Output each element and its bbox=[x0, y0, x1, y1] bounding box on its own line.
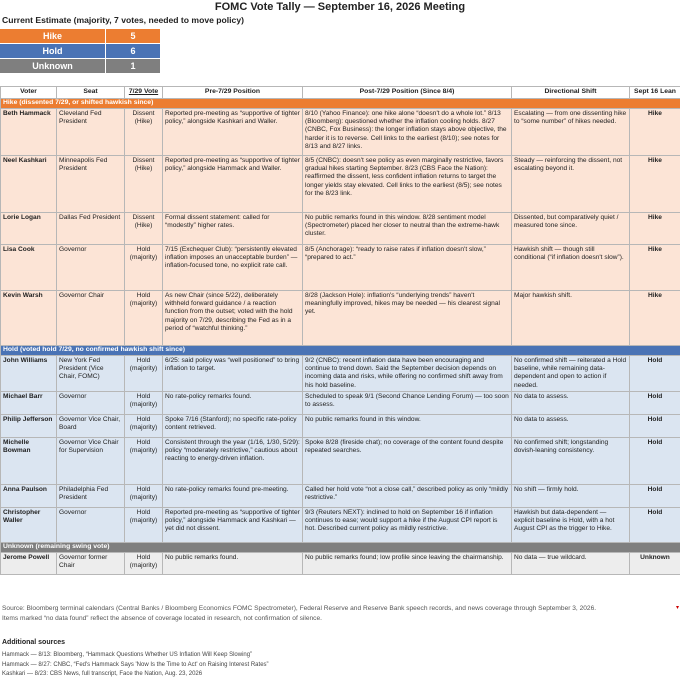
lean-cell: Hold bbox=[630, 391, 680, 414]
group-label: Unknown (remaining swing vote) bbox=[1, 542, 680, 552]
table-row bbox=[1, 109, 680, 156]
voter-cell: Beth Hammack bbox=[1, 109, 57, 156]
pre-position-cell: Reported pre-meeting as “supportive of tighter policy,” alongside Hammack and Waller. bbox=[163, 156, 303, 213]
tally-label: Hold bbox=[0, 44, 106, 59]
tally-row-hold bbox=[0, 44, 160, 59]
post-position-cell: Scheduled to speak 9/1 (Second Chance Lending Forum) — too soon to assess. bbox=[303, 391, 512, 414]
post-position-cell: 8/5 (CNBC): doesn't see policy as even marginally restrictive, favors gradual hikes starting September. 8/23 (CBS Face the Nation): reaffirmed the dissent, less confident inflation returns to target the longer yields stay elevated. Cell links to the earliest (8/5); see notes for the 8/23 link. bbox=[303, 156, 512, 213]
pre-position-cell: No public remarks found. bbox=[163, 552, 303, 574]
col-header-voter: Voter bbox=[1, 87, 57, 99]
vote-cell: Hold (majority) bbox=[125, 437, 163, 484]
vote-cell: Hold (majority) bbox=[125, 552, 163, 574]
col-header-shift: Directional Shift bbox=[512, 87, 630, 99]
pre-position-cell: 6/25: said policy was “well positioned” to bring inflation to target. bbox=[163, 356, 303, 392]
post-position-cell: 9/3 (Reuters NEXT): inclined to hold on September 16 if inflation continues to ease; would support a hike if the August CPI report is hot. Described current policy as mildly restrictive. bbox=[303, 507, 512, 542]
table-row bbox=[1, 484, 680, 507]
lean-cell: Hike bbox=[630, 291, 680, 346]
page-title: FOMC Vote Tally — September 16, 2026 Meeting bbox=[214, 1, 466, 13]
group-header-unknown bbox=[1, 542, 680, 552]
seat-cell: Governor former Chair bbox=[57, 552, 125, 574]
shift-cell: No shift — firmly hold. bbox=[512, 484, 630, 507]
shift-cell: Steady — reinforcing the dissent, not escalating beyond it. bbox=[512, 156, 630, 213]
lean-cell: Hold bbox=[630, 356, 680, 392]
seat-cell: Governor Chair bbox=[57, 291, 125, 346]
seat-cell: Governor Vice Chair for Supervision bbox=[57, 437, 125, 484]
tally-row-hike bbox=[0, 29, 160, 44]
voter-cell: Lisa Cook bbox=[1, 245, 57, 291]
source-note: Source: Bloomberg terminal calendars (Central Banks / Bloomberg Economics FOMC Spectrometer), Federal Reserve and Reserve Bank speech records, and news coverage through September 3, 2026. bbox=[2, 605, 597, 612]
seat-cell: Governor Vice Chair, Board bbox=[57, 414, 125, 437]
col-header-vote: 7/29 Vote bbox=[125, 87, 163, 99]
tally-count: 5 bbox=[106, 29, 161, 44]
lean-cell: Hold bbox=[630, 437, 680, 484]
vote-cell: Hold (majority) bbox=[125, 414, 163, 437]
shift-cell: Major hawkish shift. bbox=[512, 291, 630, 346]
table-row bbox=[1, 213, 680, 245]
col-header-lean: Sept 16 Lean bbox=[630, 87, 680, 99]
vote-cell: Hold (majority) bbox=[125, 356, 163, 392]
seat-cell: Philadelphia Fed President bbox=[57, 484, 125, 507]
lean-cell: Hold bbox=[630, 414, 680, 437]
pre-position-cell: No rate-policy remarks found. bbox=[163, 391, 303, 414]
lean-cell: Hike bbox=[630, 245, 680, 291]
col-header-seat: Seat bbox=[57, 87, 125, 99]
pre-position-cell: Reported pre-meeting as “supportive of tighter policy,” alongside Kashkari and Waller. bbox=[163, 109, 303, 156]
vote-table bbox=[0, 86, 680, 575]
voter-cell: Jerome Powell bbox=[1, 552, 57, 574]
voter-cell: Michael Barr bbox=[1, 391, 57, 414]
table-header-row bbox=[1, 87, 680, 99]
lean-cell: Hold bbox=[630, 484, 680, 507]
tally-row-unknown bbox=[0, 59, 160, 74]
voter-cell: John Williams bbox=[1, 356, 57, 392]
table-row bbox=[1, 356, 680, 392]
data-note: Items marked “no data found” reflect the absence of coverage located in research, not confirmation of silence. bbox=[2, 615, 322, 622]
post-position-cell: 8/5 (Anchorage): “ready to raise rates if inflation doesn't slow,” “prepared to act.” bbox=[303, 245, 512, 291]
tally-label: Hike bbox=[0, 29, 106, 44]
pre-position-cell: Formal dissent statement: called for “modestly” higher rates. bbox=[163, 213, 303, 245]
table-row bbox=[1, 414, 680, 437]
shift-cell: No data to assess. bbox=[512, 414, 630, 437]
seat-cell: Cleveland Fed President bbox=[57, 109, 125, 156]
post-position-cell: No public remarks found in this window. 8/28 sentiment model (Spectrometer) placed her closer to neutral than the extreme-hawk cluster. bbox=[303, 213, 512, 245]
shift-cell: No data to assess. bbox=[512, 391, 630, 414]
estimate-subtitle: Current Estimate (majority, 7 votes, needed to move policy) bbox=[2, 15, 244, 25]
shift-cell: No confirmed shift — reiterated a Hold baseline, while remaining data-dependent and open to action if needed. bbox=[512, 356, 630, 392]
table-row bbox=[1, 437, 680, 484]
tally-label: Unknown bbox=[0, 59, 106, 74]
voter-cell: Lorie Logan bbox=[1, 213, 57, 245]
pre-position-cell: 7/15 (Exchequer Club): “persistently elevated inflation imposes an unacceptable burden” — inflation-focused tone, no explicit rate call. bbox=[163, 245, 303, 291]
voter-cell: Michelle Bowman bbox=[1, 437, 57, 484]
post-position-cell: No public remarks found in this window. bbox=[303, 414, 512, 437]
additional-sources-heading: Additional sources bbox=[2, 639, 66, 646]
pre-position-cell: Spoke 7/16 (Stanford); no specific rate-policy content retrieved. bbox=[163, 414, 303, 437]
tally-count: 1 bbox=[106, 59, 161, 74]
flag-mark: ▾ bbox=[676, 605, 680, 611]
post-position-cell: No public remarks found; low profile since leaving the chairmanship. bbox=[303, 552, 512, 574]
seat-cell: Minneapolis Fed President bbox=[57, 156, 125, 213]
col-header-post: Post-7/29 Position (Since 8/4) bbox=[303, 87, 512, 99]
post-position-cell: Called her hold vote “not a close call,” described policy as only “mildly restrictive.” bbox=[303, 484, 512, 507]
shift-cell: No confirmed shift; longstanding dovish-leaning consistency. bbox=[512, 437, 630, 484]
shift-cell: Escalating — from one dissenting hike to “some number” of hikes needed. bbox=[512, 109, 630, 156]
shift-cell: No data — true wildcard. bbox=[512, 552, 630, 574]
vote-cell: Dissent (Hike) bbox=[125, 213, 163, 245]
pre-position-cell: Consistent through the year (1/16, 1/30, 5/29): policy “moderately restrictive,” cautious about reacting to energy-driven inflation. bbox=[163, 437, 303, 484]
vote-cell: Dissent (Hike) bbox=[125, 109, 163, 156]
lean-cell: Hike bbox=[630, 156, 680, 213]
pre-position-cell: As new Chair (since 5/22), deliberately withheld forward guidance / a reaction function from the outset; voted with the hold majority on 7/29, describing the Fed as in a period of “watchful thinking.” bbox=[163, 291, 303, 346]
seat-cell: Governor bbox=[57, 245, 125, 291]
source-ref: Kashkari — 8/23: CBS News, full transcript, Face the Nation, Aug. 23, 2026 bbox=[2, 671, 203, 677]
table-row bbox=[1, 507, 680, 542]
lean-cell: Hike bbox=[630, 213, 680, 245]
post-position-cell: Spoke 8/28 (fireside chat); no coverage of the content found despite repeated searches. bbox=[303, 437, 512, 484]
post-position-cell: 8/28 (Jackson Hole): inflation's “underlying trends” haven't meaningfully improved, hikes may be needed — his clearest signal yet. bbox=[303, 291, 512, 346]
vote-cell: Hold (majority) bbox=[125, 507, 163, 542]
table-row bbox=[1, 552, 680, 574]
group-label: Hike (dissented 7/29, or shifted hawkish since) bbox=[1, 99, 680, 109]
shift-cell: Hawkish but data-dependent — explicit baseline is Hold, with a hot August CPI as the trigger to Hike. bbox=[512, 507, 630, 542]
voter-cell: Philip Jefferson bbox=[1, 414, 57, 437]
table-row bbox=[1, 156, 680, 213]
vote-cell: Hold (majority) bbox=[125, 391, 163, 414]
tally-table bbox=[0, 29, 160, 74]
source-ref: Hammack — 8/27: CNBC, “Fed's Hammack Says 'Now Is the Time to Act' on Raising Interest Rates” bbox=[2, 661, 269, 668]
vote-cell: Dissent (Hike) bbox=[125, 156, 163, 213]
table-row bbox=[1, 245, 680, 291]
vote-cell: Hold (majority) bbox=[125, 484, 163, 507]
lean-cell: Hold bbox=[630, 507, 680, 542]
voter-cell: Kevin Warsh bbox=[1, 291, 57, 346]
post-position-cell: 9/2 (CNBC): recent inflation data have been encouraging and continue to trend down. Said the September decision depends on incoming data and risks, while offering no confirmed shift away from his hold baseline. bbox=[303, 356, 512, 392]
pre-position-cell: Reported pre-meeting as “supportive of tighter policy,” alongside Hammack and Kashkari — yet did not dissent. bbox=[163, 507, 303, 542]
shift-cell: Dissented, but comparatively quiet / measured tone since. bbox=[512, 213, 630, 245]
seat-cell: Governor bbox=[57, 391, 125, 414]
table-row bbox=[1, 291, 680, 346]
group-header-hold bbox=[1, 346, 680, 356]
vote-cell: Hold (majority) bbox=[125, 245, 163, 291]
lean-cell: Unknown bbox=[630, 552, 680, 574]
additional-sources-list bbox=[2, 651, 269, 680]
shift-cell: Hawkish shift — though still conditional (“if inflation doesn't slow”). bbox=[512, 245, 630, 291]
col-header-pre: Pre-7/29 Position bbox=[163, 87, 303, 99]
seat-cell: Governor bbox=[57, 507, 125, 542]
source-ref: Hammack — 8/13: Bloomberg, “Hammack Questions Whether US Inflation Will Keep Slowing” bbox=[2, 652, 253, 658]
group-label: Hold (voted hold 7/29, no confirmed hawkish shift since) bbox=[1, 346, 680, 356]
tally-count: 6 bbox=[106, 44, 161, 59]
vote-cell: Hold (majority) bbox=[125, 291, 163, 346]
pre-position-cell: No rate-policy remarks found pre-meeting. bbox=[163, 484, 303, 507]
voter-cell: Neel Kashkari bbox=[1, 156, 57, 213]
seat-cell: Dallas Fed President bbox=[57, 213, 125, 245]
voter-cell: Christopher Waller bbox=[1, 507, 57, 542]
group-header-hike bbox=[1, 99, 680, 109]
voter-cell: Anna Paulson bbox=[1, 484, 57, 507]
seat-cell: New York Fed President (Vice Chair, FOMC) bbox=[57, 356, 125, 392]
table-row bbox=[1, 391, 680, 414]
post-position-cell: 8/10 (Yahoo Finance): one hike alone “doesn't do a whole lot.” 8/13 (Bloomberg): questioned whether the inflation cooling holds. 8/27 (CNBC, Fox Business): the longer inflation stays above objective, the harder it is to reverse. Cell links to the earliest (8/10); see notes for 8/13 and 8/27 links. bbox=[303, 109, 512, 156]
lean-cell: Hike bbox=[630, 109, 680, 156]
